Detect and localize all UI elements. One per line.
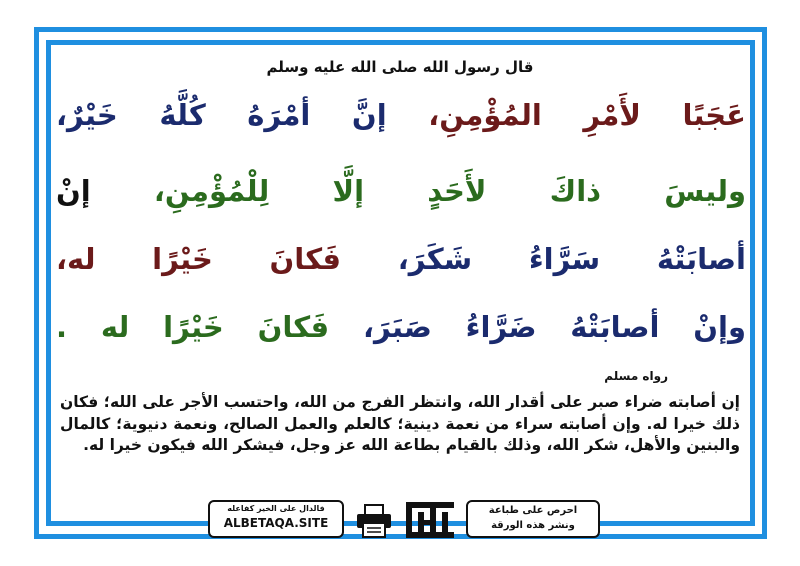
hadith-line-3-part-1: أصابَتْهُ سَرَّاءُ شَكَرَ، (397, 242, 746, 276)
site-slogan: فالدال على الخير كفاعله (227, 504, 325, 513)
hadith-line-3-part-2: فَكانَ خَيْرًا له، (56, 242, 342, 276)
print-line-1: احرص على طباعة (488, 505, 578, 516)
hadith-line-2 (56, 176, 746, 208)
narrator-label: رواه مسلم (604, 369, 668, 383)
hadith-line-1 (56, 100, 746, 132)
hadith-line-2-part-2: إنْ (56, 174, 91, 208)
hadith-line-4 (56, 312, 746, 344)
hadith-line-1-part-2: إنَّ أمْرَهُ كُلَّهُ خَيْرٌ، (56, 98, 387, 132)
printer-icon (356, 504, 392, 538)
hadith-line-2-part-1: وليسَ ذاكَ لأَحَدٍ إلَّا لِلْمُؤْمِنِ، (153, 174, 746, 208)
page-header: قال رسول الله صلى الله عليه وسلم (266, 58, 534, 76)
explanation-text: إن أصابته ضراء صبر على أقدار الله، وانتظر الفرج من الله، واحتسب الأجر على الله؛ فكان ذلك خيرا له. وإن أصابته سراء من نعمة دينية؛ كالعلم والعمل الصالح، ونعمة دنيوية؛ كالمال والبنين والأهل، شكر الله، وذلك بالقيام بطاعة الله عز وجل، فيشكر الله فيكون خيرا له. (60, 393, 740, 454)
footer (208, 500, 600, 540)
hadith-line-4-part-1: وإنْ أصابَتْهُ ضَرَّاءُ صَبَرَ، (362, 310, 746, 344)
site-box[interactable] (208, 500, 344, 538)
print-line-2: ونشر هذه الورقة (491, 520, 575, 531)
hadith-line-1-part-1: عَجَبًا لأَمْرِ المُؤْمِنِ، (428, 98, 746, 132)
print-box (466, 500, 600, 538)
hadith-line-4-part-2: فَكانَ خَيْرًا له . (56, 310, 330, 344)
albetaqa-logo-icon (404, 500, 456, 540)
hadith-line-3 (56, 244, 746, 276)
site-url[interactable]: ALBETAQA.SITE (223, 516, 329, 530)
